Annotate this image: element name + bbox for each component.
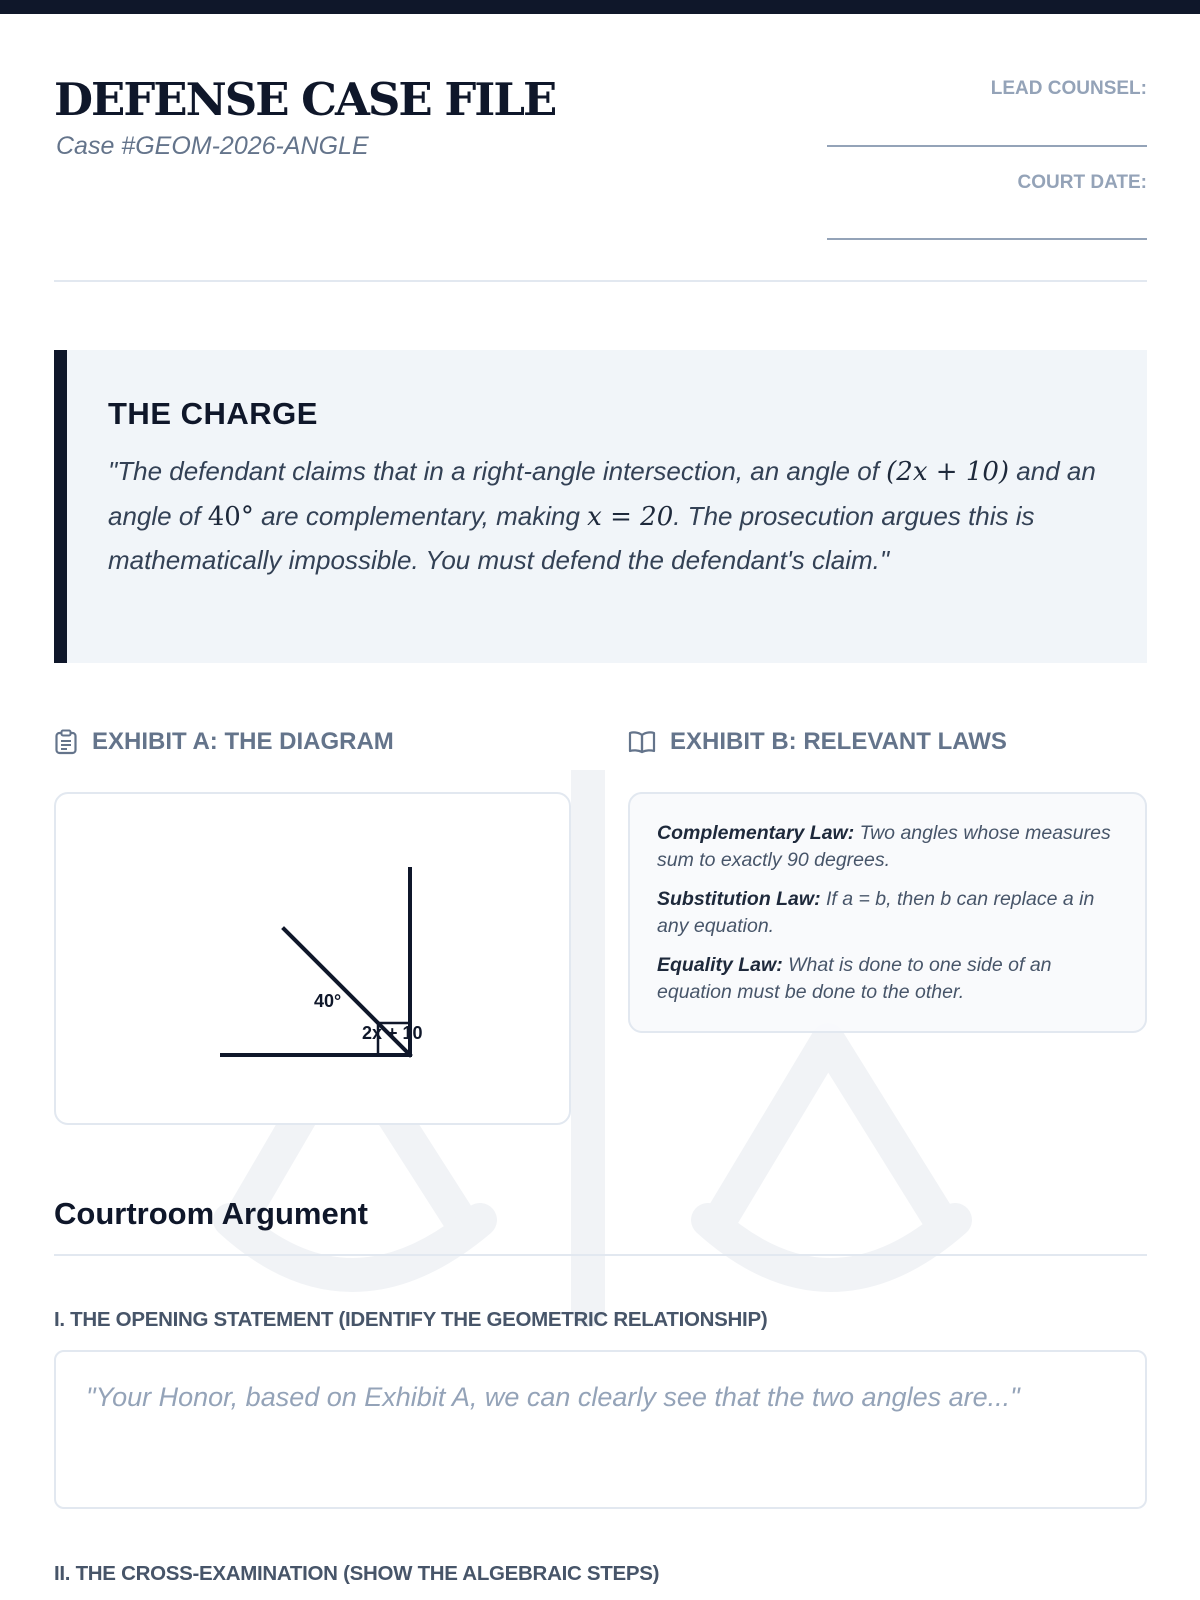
angle-label-40: 40° — [314, 991, 342, 1011]
lead-counsel-label: LEAD COUNSEL: — [990, 78, 1147, 99]
laws-card — [628, 792, 1147, 1033]
exhibit-b-title: EXHIBIT B: RELEVANT LAWS — [670, 728, 1007, 755]
charge-panel — [54, 350, 1147, 663]
angle-label-2x-plus-10: 2x + 10 — [362, 1023, 423, 1043]
courtroom-argument-title: Courtroom Argument — [54, 1196, 368, 1231]
charge-accent-bar — [54, 350, 67, 663]
case-number: Case #GEOM-2026-ANGLE — [56, 132, 369, 160]
charge-text: "The defendant claims that in a right-angle intersection, an angle of (2x + 10) and an angle of 40° are complementary, making x = 20. The prosecution argues this is mathematically impossible. You must defend the defendant's claim." — [108, 456, 1096, 575]
opening-statement-placeholder: "Your Honor, based on Exhibit A, we can clearly see that the two angles are..." — [86, 1382, 1020, 1412]
court-date-field[interactable] — [827, 238, 1147, 240]
document-title: DEFENSE CASE FILE — [54, 73, 556, 126]
math-x-equals: x = 20 — [587, 501, 674, 532]
exhibit-a-heading — [54, 728, 394, 756]
diagram-card — [54, 792, 571, 1125]
court-date-label: COURT DATE: — [1017, 172, 1147, 193]
clipboard-icon — [54, 729, 78, 755]
header-divider — [54, 280, 1147, 282]
law-complementary: Complementary Law: Two angles whose measures sum to exactly 90 degrees. — [657, 822, 1111, 871]
law-equality: Equality Law: What is done to one side of an equation must be done to the other. — [657, 954, 1052, 1003]
law-substitution: Substitution Law: If a = b, then b can replace a in any equation. — [657, 888, 1095, 937]
argument-divider — [54, 1254, 1147, 1256]
lead-counsel-field[interactable] — [827, 145, 1147, 147]
charge-title: THE CHARGE — [108, 396, 318, 431]
math-angle-expression: (2x + 10) — [886, 457, 1010, 487]
open-book-icon — [628, 730, 656, 754]
opening-statement-label: I. THE OPENING STATEMENT (IDENTIFY THE GEOMETRIC RELATIONSHIP) — [54, 1308, 768, 1331]
top-accent-bar — [0, 0, 1200, 14]
angle-diagram — [56, 794, 569, 1123]
exhibit-a-title: EXHIBIT A: THE DIAGRAM — [92, 728, 394, 755]
opening-statement-input[interactable] — [54, 1350, 1147, 1509]
math-forty-degrees: 40° — [207, 501, 254, 532]
cross-examination-label: II. THE CROSS-EXAMINATION (SHOW THE ALGEBRAIC STEPS) — [54, 1562, 660, 1585]
exhibit-b-heading — [628, 728, 1007, 756]
